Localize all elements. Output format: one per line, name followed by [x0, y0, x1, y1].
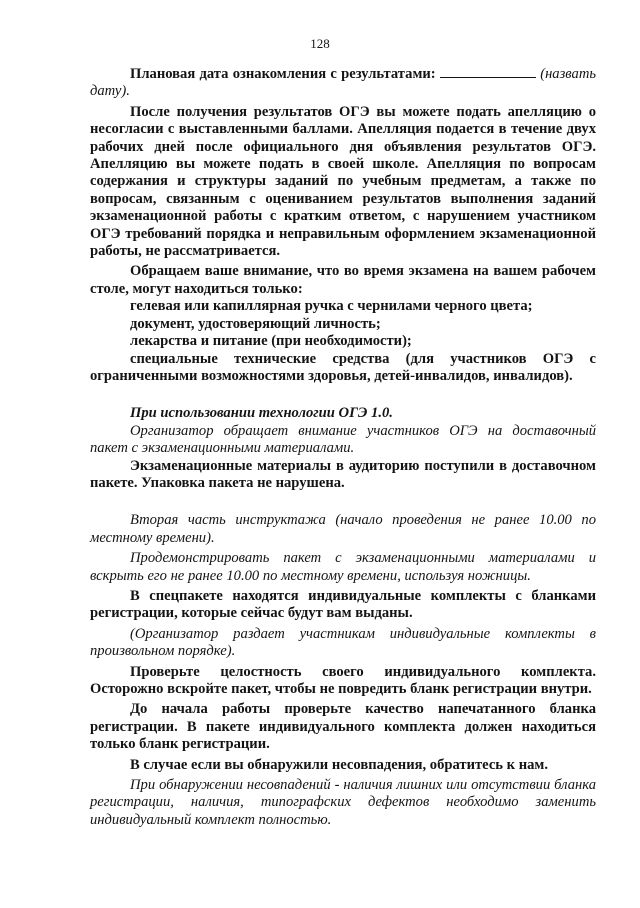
mismatch-note: При обнаружении несовпадений - наличия лишних или отсутствии бланка регистрации, наличия, типографских дефектов необходимо заменить индивидуальный комплект полностью. [90, 777, 596, 828]
organizer-distributes-note: (Организатор раздает участникам индивидуальные комплекты в произвольном порядке). [90, 625, 596, 660]
demonstrate-note: Продемонстрировать пакет с экзаменационными материалами и вскрыть его не ранее 10.00 по местному времени, используя ножницы. [90, 550, 596, 584]
check-integrity-text: Проверьте целостность своего индивидуального комплекта. Осторожно вскройте пакет, чтобы не повредить бланк регистрации внутри. [90, 663, 596, 697]
appeal-paragraph: После получения результатов ОГЭ вы можете подать апелляцию о несогласии с выставленными баллами. Апелляция подается в течение двух рабочих дней после официального дня объявления результатов ОГЭ. Апелляцию вы можете подать в своей школе. Апелляция по вопросам содержания и структуры заданий по учебным предметам, а также по вопросам, связанным с оцениванием результатов выполнения заданий экзаменационной работы с кратким ответом, с нарушением участником ОГЭ требований порядка и неправильным оформлением экзаменационной работы, не рассматривается. [90, 103, 596, 260]
date-blank-line [440, 64, 536, 78]
planned-date-label: Плановая дата ознакомления с результатами: [130, 66, 436, 82]
tech-heading: При использовании технологии ОГЭ 1.0. [130, 405, 393, 422]
desk-item: гелевая или капиллярная ручка с чернилами черного цвета; [130, 298, 533, 315]
planned-date-line [90, 64, 596, 101]
special-package-text: В спецпакете находятся индивидуальные комплекты с бланками регистрации, которые сейчас будут вам выданы. [90, 587, 596, 622]
desk-intro: Обращаем ваше внимание, что во время экзамена на вашем рабочем столе, могут находиться только: [90, 263, 596, 297]
delivery-statement: Экзаменационные материалы в аудиторию поступили в доставочном пакете. Упаковка пакета не нарушена. [90, 457, 596, 491]
desk-item: специальные технические средства (для участников ОГЭ с ограниченными возможностями здоровья, детей-инвалидов, инвалидов). [90, 350, 596, 384]
organizer-note: Организатор обращает внимание участников ОГЭ на доставочный пакет с экзаменационными материалами. [90, 422, 596, 457]
mismatch-contact-text: В случае если вы обнаружили несовпадения, обратитесь к нам. [130, 756, 549, 773]
planned-date-note: (назвать дату). [90, 66, 597, 100]
part-two-note: Вторая часть инструктажа (начало проведения не ранее 10.00 по местному времени). [90, 512, 596, 546]
check-quality-text: До начала работы проверьте качество напечатанного бланка регистрации. В пакете индивидуального комплекта должен находиться только бланк регистрации. [90, 701, 596, 753]
desk-item: лекарства и питание (при необходимости); [130, 333, 412, 350]
desk-item: документ, удостоверяющий личность; [130, 315, 381, 332]
page-content [90, 64, 596, 829]
page-number: 128 [310, 36, 330, 51]
